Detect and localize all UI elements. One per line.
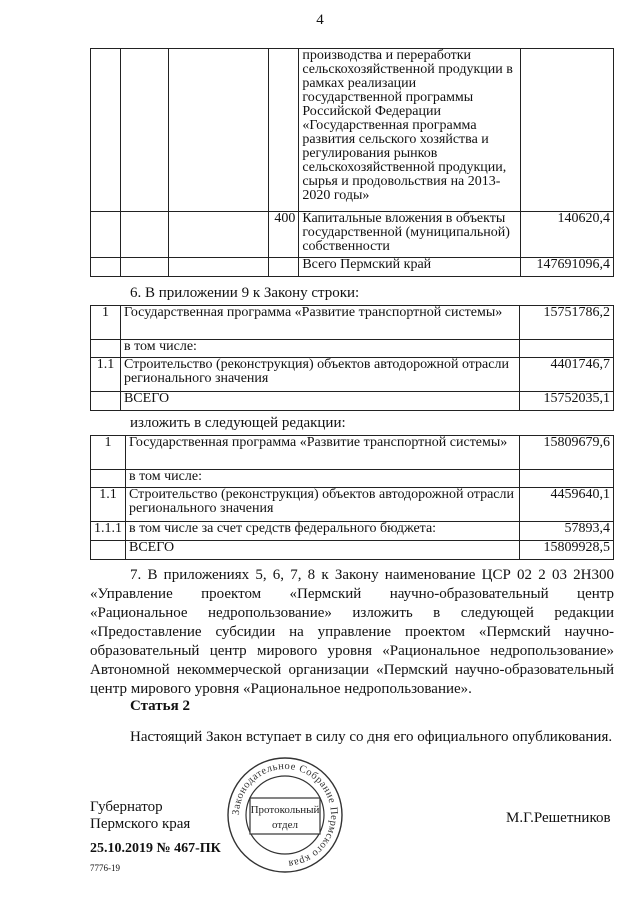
stamp-ring-text: Законодательное Собрание Пермского края (230, 760, 340, 869)
item-7-paragraph: 7. В приложениях 5, 6, 7, 8 к Закону наименование ЦСР 02 2 03 2Н300 «Управление проектом «Пермский научно-образовательный центр «Рациональное недропользование» изложить в следующей редакции «Предоставление субсидии на управление проектом «Пермский научно-образовательный центр мирового уровня «Рациональное недропользование» Автономной некоммерческой организации «Пермский научно-образовательный центр мирового уровня «Рациональное недропользование». (90, 567, 614, 697)
article-2-text: Настоящий Закон вступает в силу со дня его официального опубликования. (130, 729, 613, 745)
table-appendix-continuation (90, 48, 614, 277)
table-row: 1 Государственная программа «Развитие транспортной системы» 15751786,2 (91, 306, 614, 340)
signature-title-line1: Губернатор (90, 799, 163, 815)
signature-name: М.Г.Решетников (506, 810, 611, 826)
replace-instruction: изложить в следующей редакции: (130, 415, 346, 431)
stamp-inner-line2: отдел (272, 819, 298, 831)
table-row: 1.1.1 в том числе за счет средств федерального бюджета: 57893,4 (91, 522, 614, 541)
table-old-rows (90, 305, 614, 411)
doc-code: 7776-19 (90, 863, 120, 873)
stamp-seal (226, 756, 344, 874)
table-cell-name: производства и переработки сельскохозяйственной продукции в рамках реализации государственной программы Российской Федерации «Государственная программа развития сельского хозяйства и регулирования рынков сельскохозяйственной продукции, сырья и продовольствия на 2013-2020 годы» (299, 49, 521, 212)
table-row: в том числе: (91, 340, 614, 358)
table-row: 400 Капитальные вложения в объекты государственной (муниципальной) собственности 140620,4 (91, 212, 614, 258)
table-row: в том числе: (91, 470, 614, 488)
item-6-heading: 6. В приложении 9 к Закону строки: (130, 285, 360, 301)
table-cell-name: Капитальные вложения в объекты государственной (муниципальной) собственности (299, 212, 521, 258)
article-2-title: Статья 2 (130, 698, 190, 714)
table-cell-value: 147691096,4 (521, 258, 614, 277)
table-cell-name: Всего Пермский край (299, 258, 521, 277)
table-row (91, 258, 614, 277)
signature-title (90, 799, 190, 833)
signature-title-line2: Пермского края (90, 816, 191, 832)
table-row: 1 Государственная программа «Развитие транспортной системы» 15809679,6 (91, 436, 614, 470)
table-row: 1.1 Строительство (реконструкция) объектов автодорожной отрасли регионального значения 4401746,7 (91, 358, 614, 392)
table-cell-value: 140620,4 (521, 212, 614, 258)
stamp-inner-line1: Протокольный (250, 804, 320, 816)
table-row: ВСЕГО 15752035,1 (91, 392, 614, 411)
table-row: ВСЕГО 15809928,5 (91, 541, 614, 560)
table-new-rows (90, 435, 614, 560)
table-row (91, 49, 614, 212)
page-number: 4 (316, 12, 324, 28)
date-number: 25.10.2019 № 467-ПК (90, 841, 221, 856)
table-row: 1.1 Строительство (реконструкция) объектов автодорожной отрасли регионального значения 4459640,1 (91, 488, 614, 522)
